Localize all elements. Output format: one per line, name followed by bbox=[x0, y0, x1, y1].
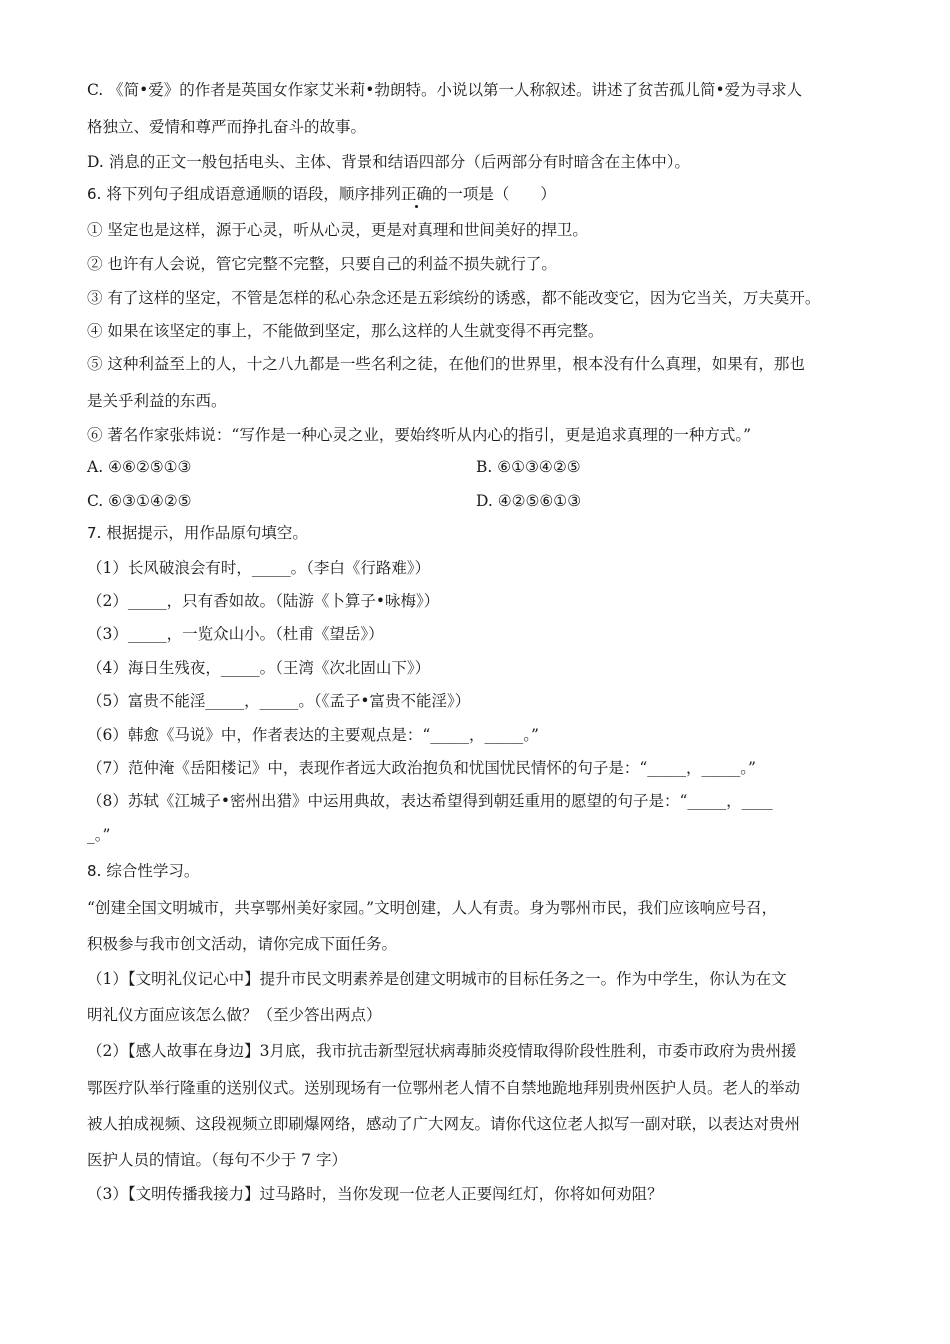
q6-sentence-2: ② 也许有人会说，管它完整不完整，只要自己的利益不损失就行了。 bbox=[87, 255, 557, 273]
q8-task-2-prefix: （2） bbox=[87, 1042, 128, 1060]
q8-stem-text: . 综合性学习。 bbox=[96, 862, 200, 880]
q6-sentence-3: ③ 有了这样的坚定，不管是怎样的私心杂念还是五彩缤纷的诱惑，都不能改变它，因为它当关，万夫莫开。 bbox=[87, 289, 821, 307]
q8-intro-line-2: 积极参与我市创文活动，请你完成下面任务。 bbox=[87, 935, 398, 953]
q6-sentence-6: ⑥ 著名作家张炜说：“写作是一种心灵之业，要始终听从内心的指引，更是追求真理的一种方式。” bbox=[87, 426, 752, 444]
q5-option-d: D. 消息的正文一般包括电头、主体、背景和结语四部分（后两部分有时暗含在主体中）。 bbox=[87, 153, 690, 171]
q8-task-2-line-4: 医护人员的情谊。（每句不少于 7 字） bbox=[87, 1151, 347, 1169]
q6-option-a: A. ④⑥②⑤①③ bbox=[87, 458, 192, 476]
q8-task-1-title: 【文明礼仪记心中】 bbox=[127, 970, 260, 988]
q8-task-2-text: 3月底，我市抗击新型冠状病毒肺炎疫情取得阶段性胜利，市委市政府为贵州援 bbox=[259, 1042, 797, 1060]
q7-item-8-line-2: _。” bbox=[87, 826, 111, 844]
q6-option-c: C. ⑥③①④②⑤ bbox=[87, 492, 192, 510]
q6-stem-text-after: 的一项是（ ） bbox=[431, 185, 556, 203]
q8-intro-line-1: “创建全国文明城市，共享鄂州美好家园。”文明创建，人人有责。身为鄂州市民，我们应该响应号召， bbox=[87, 899, 778, 917]
q6-sentence-1: ① 坚定也是这样，源于心灵，听从心灵，更是对真理和世间美好的捍卫。 bbox=[87, 221, 588, 239]
q6-sentence-4: ④ 如果在该坚定的事上，不能做到坚定，那么这样的人生就变得不再完整。 bbox=[87, 322, 604, 340]
q5-option-c-line-2: 格独立、爱情和尊严而挣扎奋斗的故事。 bbox=[87, 118, 367, 136]
q6-option-d: D. ④②⑤⑥①③ bbox=[476, 492, 582, 510]
q8-task-3-text: 过马路时，当你发现一位老人正要闯红灯，你将如何劝阻？ bbox=[259, 1185, 663, 1203]
q6-stem-emphasis: 正确 bbox=[400, 185, 432, 203]
q7-item-6: （6）韩愈《马说》中，作者表达的主要观点是：“_____，_____。” bbox=[87, 726, 539, 744]
q7-stem-text: . 根据提示，用作品原句填空。 bbox=[96, 524, 308, 542]
q5-option-c-line-1: C. 《简•爱》的作者是英国女作家艾米莉•勃朗特。小说以第一人称叙述。讲述了贫苦孤儿简•爱为寻求人 bbox=[87, 81, 803, 99]
q7-item-7: （7）范仲淹《岳阳楼记》中，表现作者远大政治抱负和忧国忧民情怀的句子是：“_____，_____。” bbox=[87, 759, 756, 777]
q7-item-8-line-1: （8）苏轼《江城子•密州出猎》中运用典故，表达希望得到朝廷重用的愿望的句子是：“_____，____ bbox=[87, 792, 773, 810]
q8-task-1-line-1 bbox=[87, 968, 880, 990]
q8-task-2-line-1 bbox=[87, 1040, 880, 1062]
q6-sentence-5-line-1: ⑤ 这种利益至上的人，十之八九都是一些名利之徒，在他们的世界里，根本没有什么真理，如果有，那也 bbox=[87, 355, 805, 373]
q7-item-5: （5）富贵不能淫_____，_____。（《孟子•富贵不能淫》） bbox=[87, 692, 471, 710]
q8-task-1-text: 提升市民文明素养是创建文明城市的目标任务之一。作为中学生，你认为在文 bbox=[259, 970, 787, 988]
q7-number: 7 bbox=[87, 524, 97, 542]
q8-task-3-prefix: （3） bbox=[87, 1185, 128, 1203]
q6-stem-text-before: . 将下列句子组成语意通顺的语段，顺序排列 bbox=[96, 185, 401, 203]
q8-task-2-line-3: 被人拍成视频、这段视频立即刷爆网络，感动了广大网友。请你代这位老人拟写一副对联，以表达对贵州 bbox=[87, 1115, 801, 1133]
q8-task-2-title: 【感人故事在身边】 bbox=[127, 1042, 260, 1060]
q8-task-3-line-1 bbox=[87, 1183, 880, 1205]
q7-item-4: （4）海日生残夜，_____。（王湾《次北固山下》） bbox=[87, 659, 431, 677]
q8-task-1-line-2: 明礼仪方面应该怎么做？（至少答出两点） bbox=[87, 1006, 382, 1024]
q6-option-b: B. ⑥①③④②⑤ bbox=[476, 458, 581, 476]
q8-number: 8 bbox=[87, 862, 97, 880]
q7-stem bbox=[87, 522, 880, 544]
q8-stem bbox=[87, 860, 880, 882]
q7-item-1: （1）长风破浪会有时，_____。（李白《行路难》） bbox=[87, 559, 431, 577]
q8-task-2-line-2: 鄂医疗队举行隆重的送别仪式。送别现场有一位鄂州老人情不自禁地跪地拜别贵州医护人员。老人的举动 bbox=[87, 1079, 801, 1097]
q6-stem bbox=[87, 183, 880, 205]
q6-number: 6 bbox=[87, 185, 97, 203]
q8-task-3-title: 【文明传播我接力】 bbox=[127, 1185, 260, 1203]
q8-task-1-prefix: （1） bbox=[87, 970, 128, 988]
q7-item-2: （2）_____，只有香如故。（陆游《卜算子•咏梅》） bbox=[87, 592, 440, 610]
q7-item-3: （3）_____，一览众山小。（杜甫《望岳》） bbox=[87, 625, 384, 643]
q6-sentence-5-line-2: 是关乎利益的东西。 bbox=[87, 392, 227, 410]
